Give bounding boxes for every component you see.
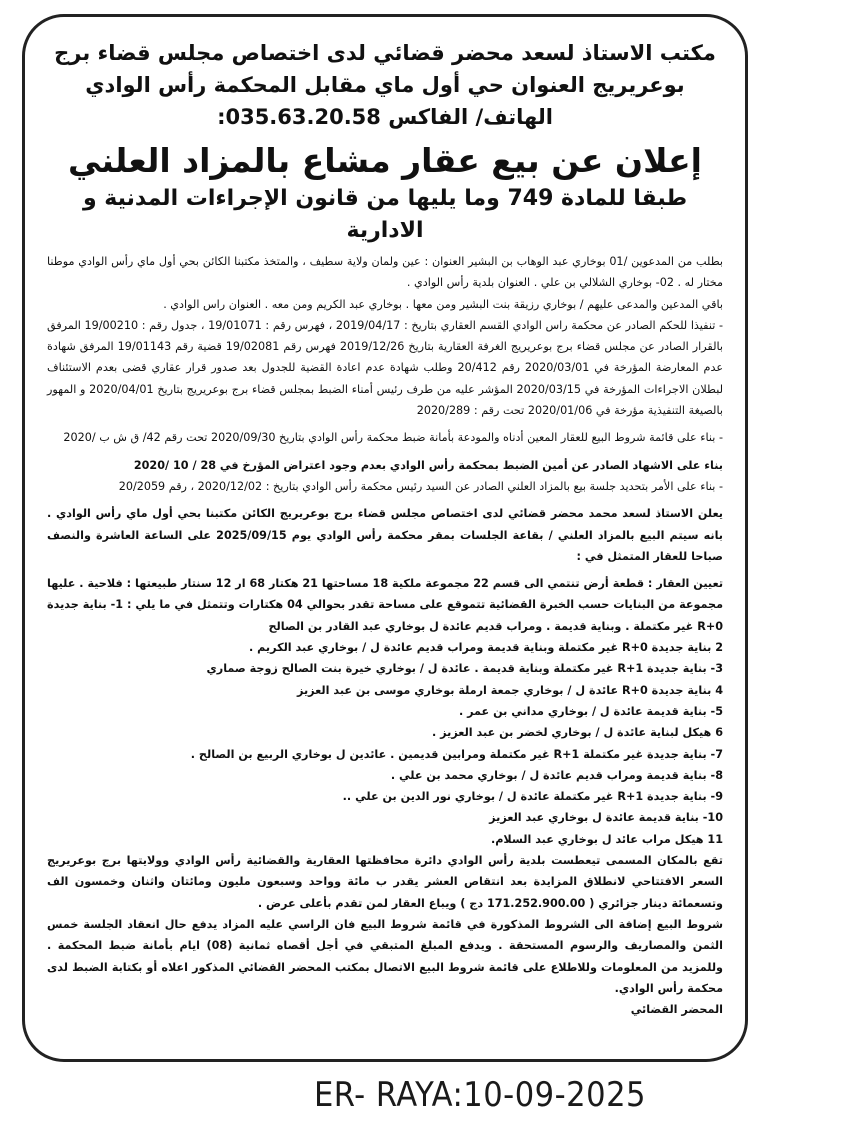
building-item-10: 10- بناية قديمة عائدة ل بوخاري عبد العزيز: [489, 811, 723, 825]
building-item-9: 9- بناية جديدة R+1 غير مكتملة عائدة ل / بوخاري نور الدين بن علي ..: [342, 790, 723, 804]
building-item-8: 8- بناية قديمة ومراب قديم عائدة ل / بوخاري محمد بن علي .: [390, 768, 723, 782]
paragraph-no-objection: بناء على الاشهاد الصادر عن أمين الضبط بمحكمة رأس الوادي بعدم وجود اعتراض المؤرخ في 28 / 10 /2020: [133, 458, 723, 472]
announcement-body: [47, 251, 723, 1020]
newspaper-footer: ER- RAYA:10-09-2025: [313, 1075, 646, 1115]
office-address: بوعريريج العنوان حي أول ماي مقابل المحكمة رأس الوادي: [85, 73, 685, 97]
announcement-frame: [22, 14, 748, 1062]
building-item-3: 3- بناية جديدة R+1 غير مكتملة وبناية قديمة . عائدة ل / بوخاري خيرة بنت الصالح زوجة صماري: [206, 662, 723, 676]
paragraph-defendants: باقي المدعين والمدعى عليهم / بوخاري رزيقة بنت البشير ومن معها . بوخاري عبد الكريم ومن معه . العنوان راس الوادي .: [163, 297, 723, 311]
building-item-11: 11 هيكل مراب عائد ل بوخاري عبد السلام.: [490, 832, 723, 846]
announcement-subtitle: طبقا للمادة 749 وما يليها من قانون الإجراءات المدنية و الادارية: [82, 186, 688, 243]
building-item-7: 7- بناية جديدة غير مكتملة R+1 غير مكتملة ومرابين قديمين . عائدين ل بوخاري الربيع بن الصالح .: [190, 747, 723, 761]
paragraph-property-designation: تعيين العقار : قطعة أرض تنتمي الى قسم 22 مجموعة ملكية 18 مساحتها 21 هكتار 68 ار 12 سنتار طبيعتها : فلاحية . عليها مجموعة من البنايات حسب الخبرة القضائية تتموقع على مساحة تقدر بحوالي 04 هكتارات وتتمثل في ما يلي : 1- بناية جديدة R+0 غير مكتملة . وبناية قديمة . ومراب قديم عائدة ل بوخاري عبد القادر بن الصالح: [47, 577, 724, 633]
office-phone: الهاتف/ الفاكس 035.63.20.58:: [217, 105, 553, 129]
paragraph-hearing-order: - بناء على الأمر بتحديد جلسة بيع بالمزاد العلني الصادر عن السيد رئيس محكمة رأس الوادي بتاريخ : 2020/12/02 ، رقم 20/2059: [118, 479, 723, 493]
building-item-6: 6 هيكل لبناية عائدة ل / بوخاري لخضر بن عبد العزيز .: [432, 726, 723, 740]
paragraph-judgment: - تنفيذا للحكم الصادر عن محكمة راس الوادي القسم العقاري بتاريخ : 2019/04/17 ، فهرس رقم : 19/01071 ، جدول رقم : 19/00210 المرفق بالقرار الصادر عن مجلس قضاء برج بوعريريج الغرفة العقارية بتاريخ 2019/12/26 فهرس رقم 19/02081 قضية رقم 19/01143 المرفق شهادة عدم المعارضة المؤرخة في 2020/03/01 رقم 20/412 وطلب شهادة عدم اعادة القضية للجدول بعد صدور قرار عقاري قضى بعدم الاستئناف لبطلان الاجراءات المؤرخة في 2020/03/15 المؤشر عليه من طرف رئيس أمناء الضبط بمجلس قضاء برج بوعريريج بتاريخ 2020/04/01 و المهور بالصيغة التنفيذية مؤرخة في 2020/01/06 تحت رقم : 2020/289: [47, 318, 723, 418]
announcement-title: إعلان عن بيع عقار مشاع بالمزاد العلني: [67, 141, 702, 180]
paragraph-petitioners: بطلب من المدعوين /01 بوخاري عبد الوهاب بن البشير العنوان : عين ولمان ولاية سطيف ، والمتخذ مكتبنا الكائن بحي أول ماي رأس الوادي موطنا مختار له . 02- بوخاري الشلالي بن علي . العنوان بلدية رأس الوادي .: [47, 255, 723, 290]
signature: المحضر القضائي: [630, 1003, 723, 1017]
paragraph-sale-terms: شروط البيع إضافة الى الشروط المذكورة في قائمة شروط البيع فان الراسي عليه المزاد يدفع حال انعقاد الجلسة خمس الثمن والمصاريف والرسوم المستحقة . ويدفع المبلغ المتبقي في أجل أقصاه ثمانية (08) ايام بأمانة ضبط المحكمة . وللمزيد من المعلومات وللاطلاع على قائمة شروط البيع الاتصال بمكتب المحضر القضائي المذكور اعلاه أو بكتابة الضبط لدى محكمة رأس الوادي.: [47, 917, 723, 995]
building-item-2: 2 بناية جديدة R+0 غير مكتملة وبناية قديمة ومراب قديم عائدة ل / بوخاري عبد الكريم .: [249, 641, 723, 655]
paragraph-location-price: تقع بالمكان المسمى تيعطست بلدية رأس الوادي دائرة محافظتها العقارية والقضائية رأس الوادي وولايتها برج بوعريريج السعر الافتتاحي لانطلاق المزايدة بعد انتقاص العشر يقدر ب مائة وواحد وسبعون مليون ومائتان واثنان وخمسون الف وتسعمائة دينار جزائري ( 171.252.900.00 دج ) ويباع العقار لمن تقدم بأعلى عرض .: [47, 854, 723, 910]
paragraph-sale-conditions-list: - بناء على قائمة شروط البيع للعقار المعين أدناه والمودعة بأمانة ضبط محكمة رأس الوادي بتاريخ 2020/09/30 تحت رقم 42/ ق ش ب /2020: [63, 431, 723, 445]
office-name: مكتب الاستاذ لسعد محضر قضائي لدى اختصاص مجلس قضاء برج: [54, 41, 716, 65]
building-item-4: 4 بناية جديدة R+0 عائدة ل / بوخاري جمعة ارملة بوخاري موسى بن عبد العزيز: [297, 683, 723, 697]
building-item-5: 5- بناية قديمة عائدة ل / بوخاري مداني بن عمر .: [458, 704, 723, 718]
paragraph-announcement: يعلن الاستاذ لسعد محمد محضر قضائي لدى اختصاص مجلس قضاء برج بوعريريج الكائن مكتبنا بحي أول ماي رأس الوادي . بانه سيتم البيع بالمزاد العلني / بقاعة الجلسات بمقر محكمة رأس الوادي يوم 2025/09/15 على الساعة العاشرة والنصف صباحا للعقار المتمثل في :: [47, 507, 723, 563]
